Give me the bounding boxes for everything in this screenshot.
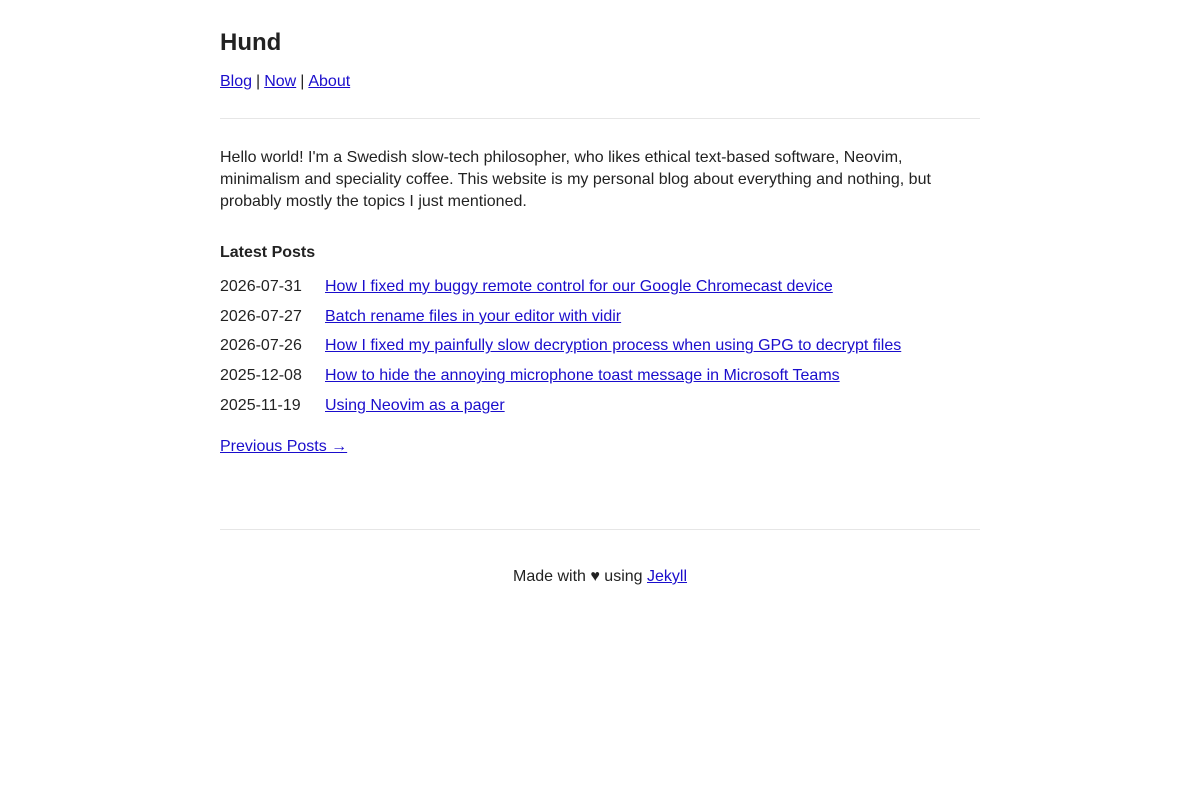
footer	[220, 567, 980, 586]
post-date: 2025-12-08	[220, 367, 302, 385]
nav-link-now[interactable]: Now	[264, 73, 297, 90]
list-item	[220, 391, 980, 421]
post-date: 2025-11-19	[220, 397, 301, 415]
post-link[interactable]: Using Neovim as a pager	[325, 397, 505, 415]
nav-separator: |	[300, 73, 305, 90]
post-link[interactable]: Batch rename files in your editor with vidir	[325, 307, 622, 325]
site-title: Hund	[220, 29, 282, 56]
post-list	[220, 272, 980, 421]
post-link[interactable]: How I fixed my buggy remote control for our Google Chromecast device	[325, 277, 833, 295]
list-item	[220, 332, 980, 362]
post-link[interactable]: How I fixed my painfully slow decryption process when using GPG to decrypt files	[325, 337, 902, 355]
previous-posts-link[interactable]: Previous Posts →	[220, 438, 348, 455]
post-date: 2026-07-27	[220, 307, 302, 325]
footer-text: Made with ♥ using	[512, 568, 643, 585]
nav-separator: |	[256, 73, 261, 90]
nav-link-blog[interactable]: Blog	[220, 73, 253, 90]
list-item	[220, 361, 980, 391]
latest-posts-heading: Latest Posts	[220, 244, 316, 261]
intro-paragraph: Hello world! I'm a Swedish slow-tech philosopher, who likes ethical text-based software, Neovim, minimalism and speciality coffee. This website is my personal blog about everything and nothing, but probably mostly the topics I just mentioned.	[220, 149, 931, 210]
jekyll-link[interactable]: Jekyll	[647, 568, 688, 585]
list-item	[220, 272, 980, 302]
post-date: 2026-07-26	[220, 337, 302, 355]
header-divider	[220, 118, 980, 119]
list-item	[220, 302, 980, 332]
nav-link-about[interactable]: About	[308, 73, 351, 90]
main-nav	[220, 72, 350, 91]
post-link[interactable]: How to hide the annoying microphone toast message in Microsoft Teams	[325, 367, 840, 385]
post-date: 2026-07-31	[220, 277, 302, 295]
footer-divider	[220, 529, 980, 530]
